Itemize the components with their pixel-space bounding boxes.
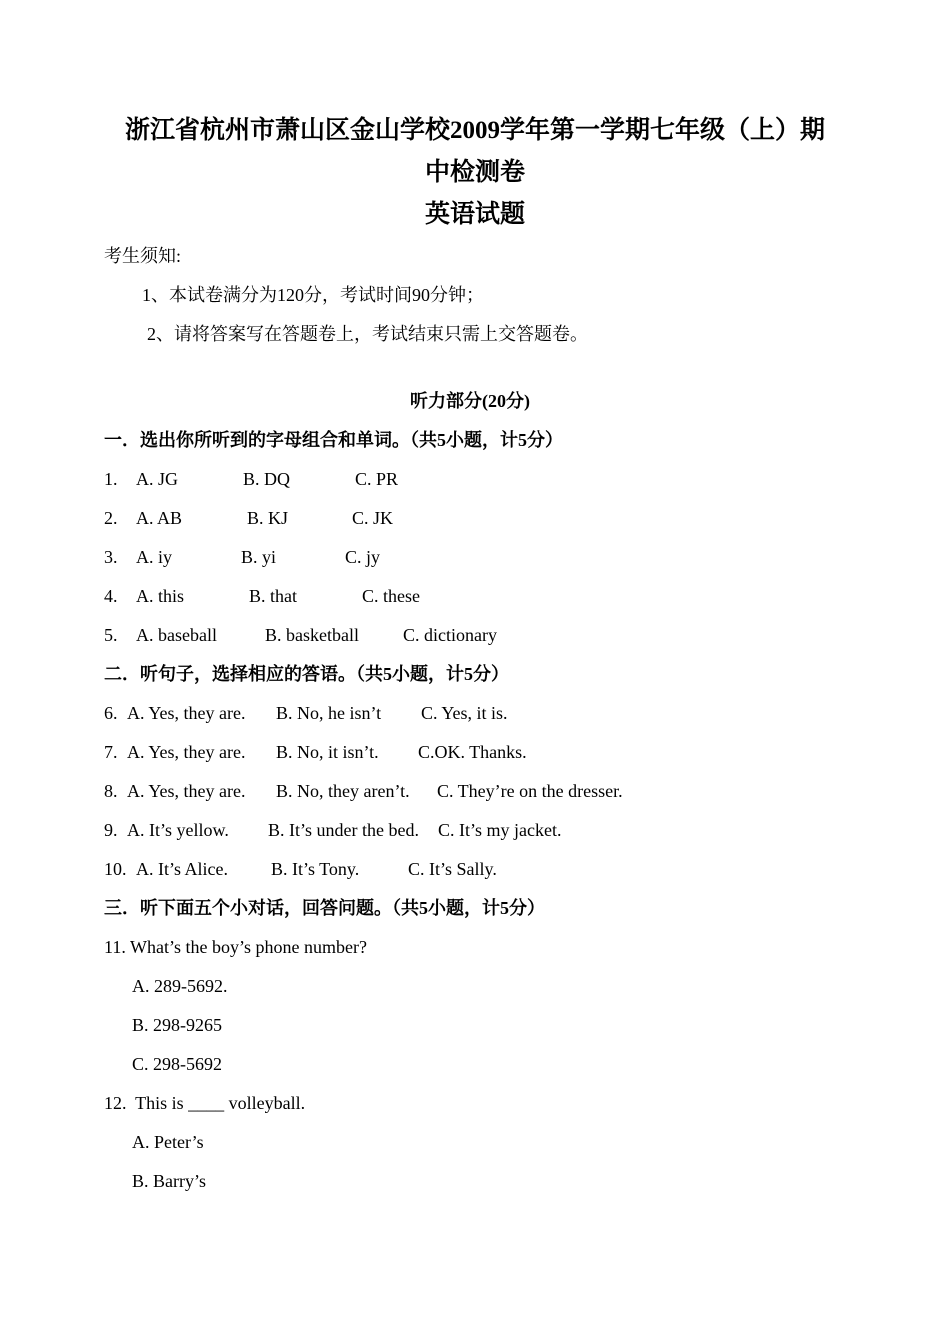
exam-title-line1: 浙江省杭州市萧山区金山学校2009学年第一学期七年级（上）期 xyxy=(124,117,825,144)
option-b: B. that xyxy=(249,586,297,606)
option-b: B. 298-9265 xyxy=(132,1015,222,1035)
option-a: A. AB xyxy=(136,508,183,528)
option-a: A. this xyxy=(136,586,185,606)
question-number: 9. xyxy=(104,820,118,840)
option-b: B. No, it isn’t. xyxy=(276,742,379,762)
option-b: B. KJ xyxy=(247,508,289,528)
option-c: C. They’re on the dresser. xyxy=(437,781,623,801)
section3-heading: 三．听下面五个小对话，回答问题。（共5小题，计5分） xyxy=(104,898,545,918)
option-c: C. It’s Sally. xyxy=(408,859,497,879)
section2-heading: 二．听句子，选择相应的答语。（共5小题，计5分） xyxy=(104,664,509,684)
option-b: B. No, he isn’t xyxy=(276,703,382,723)
question-number: 8. xyxy=(104,781,118,801)
exam-title-line2: 中检测卷 xyxy=(424,159,525,186)
question-number: 1. xyxy=(104,469,118,489)
option-a: A. It’s yellow. xyxy=(127,820,229,840)
notice-heading: 考生须知: xyxy=(104,246,182,266)
section1-heading: 一．选出你所听到的字母组合和单词。（共5小题，计5分） xyxy=(104,430,563,450)
option-b: B. It’s Tony. xyxy=(271,859,360,879)
option-c: C. these xyxy=(362,586,420,606)
option-b: B. yi xyxy=(241,547,277,567)
option-a: A. JG xyxy=(136,469,179,489)
option-c: C. JK xyxy=(352,508,394,528)
option-b: B. DQ xyxy=(243,469,291,489)
question-number: 7. xyxy=(104,742,118,762)
option-b: B. It’s under the bed. xyxy=(268,820,419,840)
question-12: 12. This is ____ volleyball. xyxy=(104,1093,306,1113)
option-c: C. dictionary xyxy=(403,625,497,645)
question-number: 4. xyxy=(104,586,118,606)
notice-item-1: 1、本试卷满分为120分，考试时间90分钟； xyxy=(142,285,484,305)
question-number: 2. xyxy=(104,508,118,528)
option-c: C. 298-5692 xyxy=(132,1054,222,1074)
question-number: 3. xyxy=(104,547,118,567)
notice-item-2: 2、请将答案写在答题卷上，考试结束只需上交答题卷。 xyxy=(147,324,588,344)
option-a: A. baseball xyxy=(136,625,217,645)
option-b: B. Barry’s xyxy=(132,1171,206,1191)
option-c: C. jy xyxy=(345,547,381,567)
option-a: A. iy xyxy=(136,547,172,567)
exam-subject-title: 英语试题 xyxy=(424,201,525,228)
option-a: A. Yes, they are. xyxy=(127,703,246,723)
option-a: A. 289-5692. xyxy=(132,976,228,996)
question-11: 11. What’s the boy’s phone number? xyxy=(104,937,367,957)
option-b: B. No, they aren’t. xyxy=(276,781,410,801)
option-c: C.OK. Thanks. xyxy=(418,742,527,762)
option-a: A. Yes, they are. xyxy=(127,781,246,801)
listening-section-title: 听力部分(20分) xyxy=(410,391,530,411)
option-a: A. Yes, they are. xyxy=(127,742,246,762)
question-number: 6. xyxy=(104,703,118,723)
option-b: B. basketball xyxy=(265,625,359,645)
question-number: 5. xyxy=(104,625,118,645)
option-c: C. Yes, it is. xyxy=(421,703,508,723)
option-c: C. PR xyxy=(355,469,399,489)
option-a: A. It’s Alice. xyxy=(136,859,228,879)
option-c: C. It’s my jacket. xyxy=(438,820,562,840)
option-a: A. Peter’s xyxy=(132,1132,204,1152)
question-number: 10. xyxy=(104,859,127,879)
